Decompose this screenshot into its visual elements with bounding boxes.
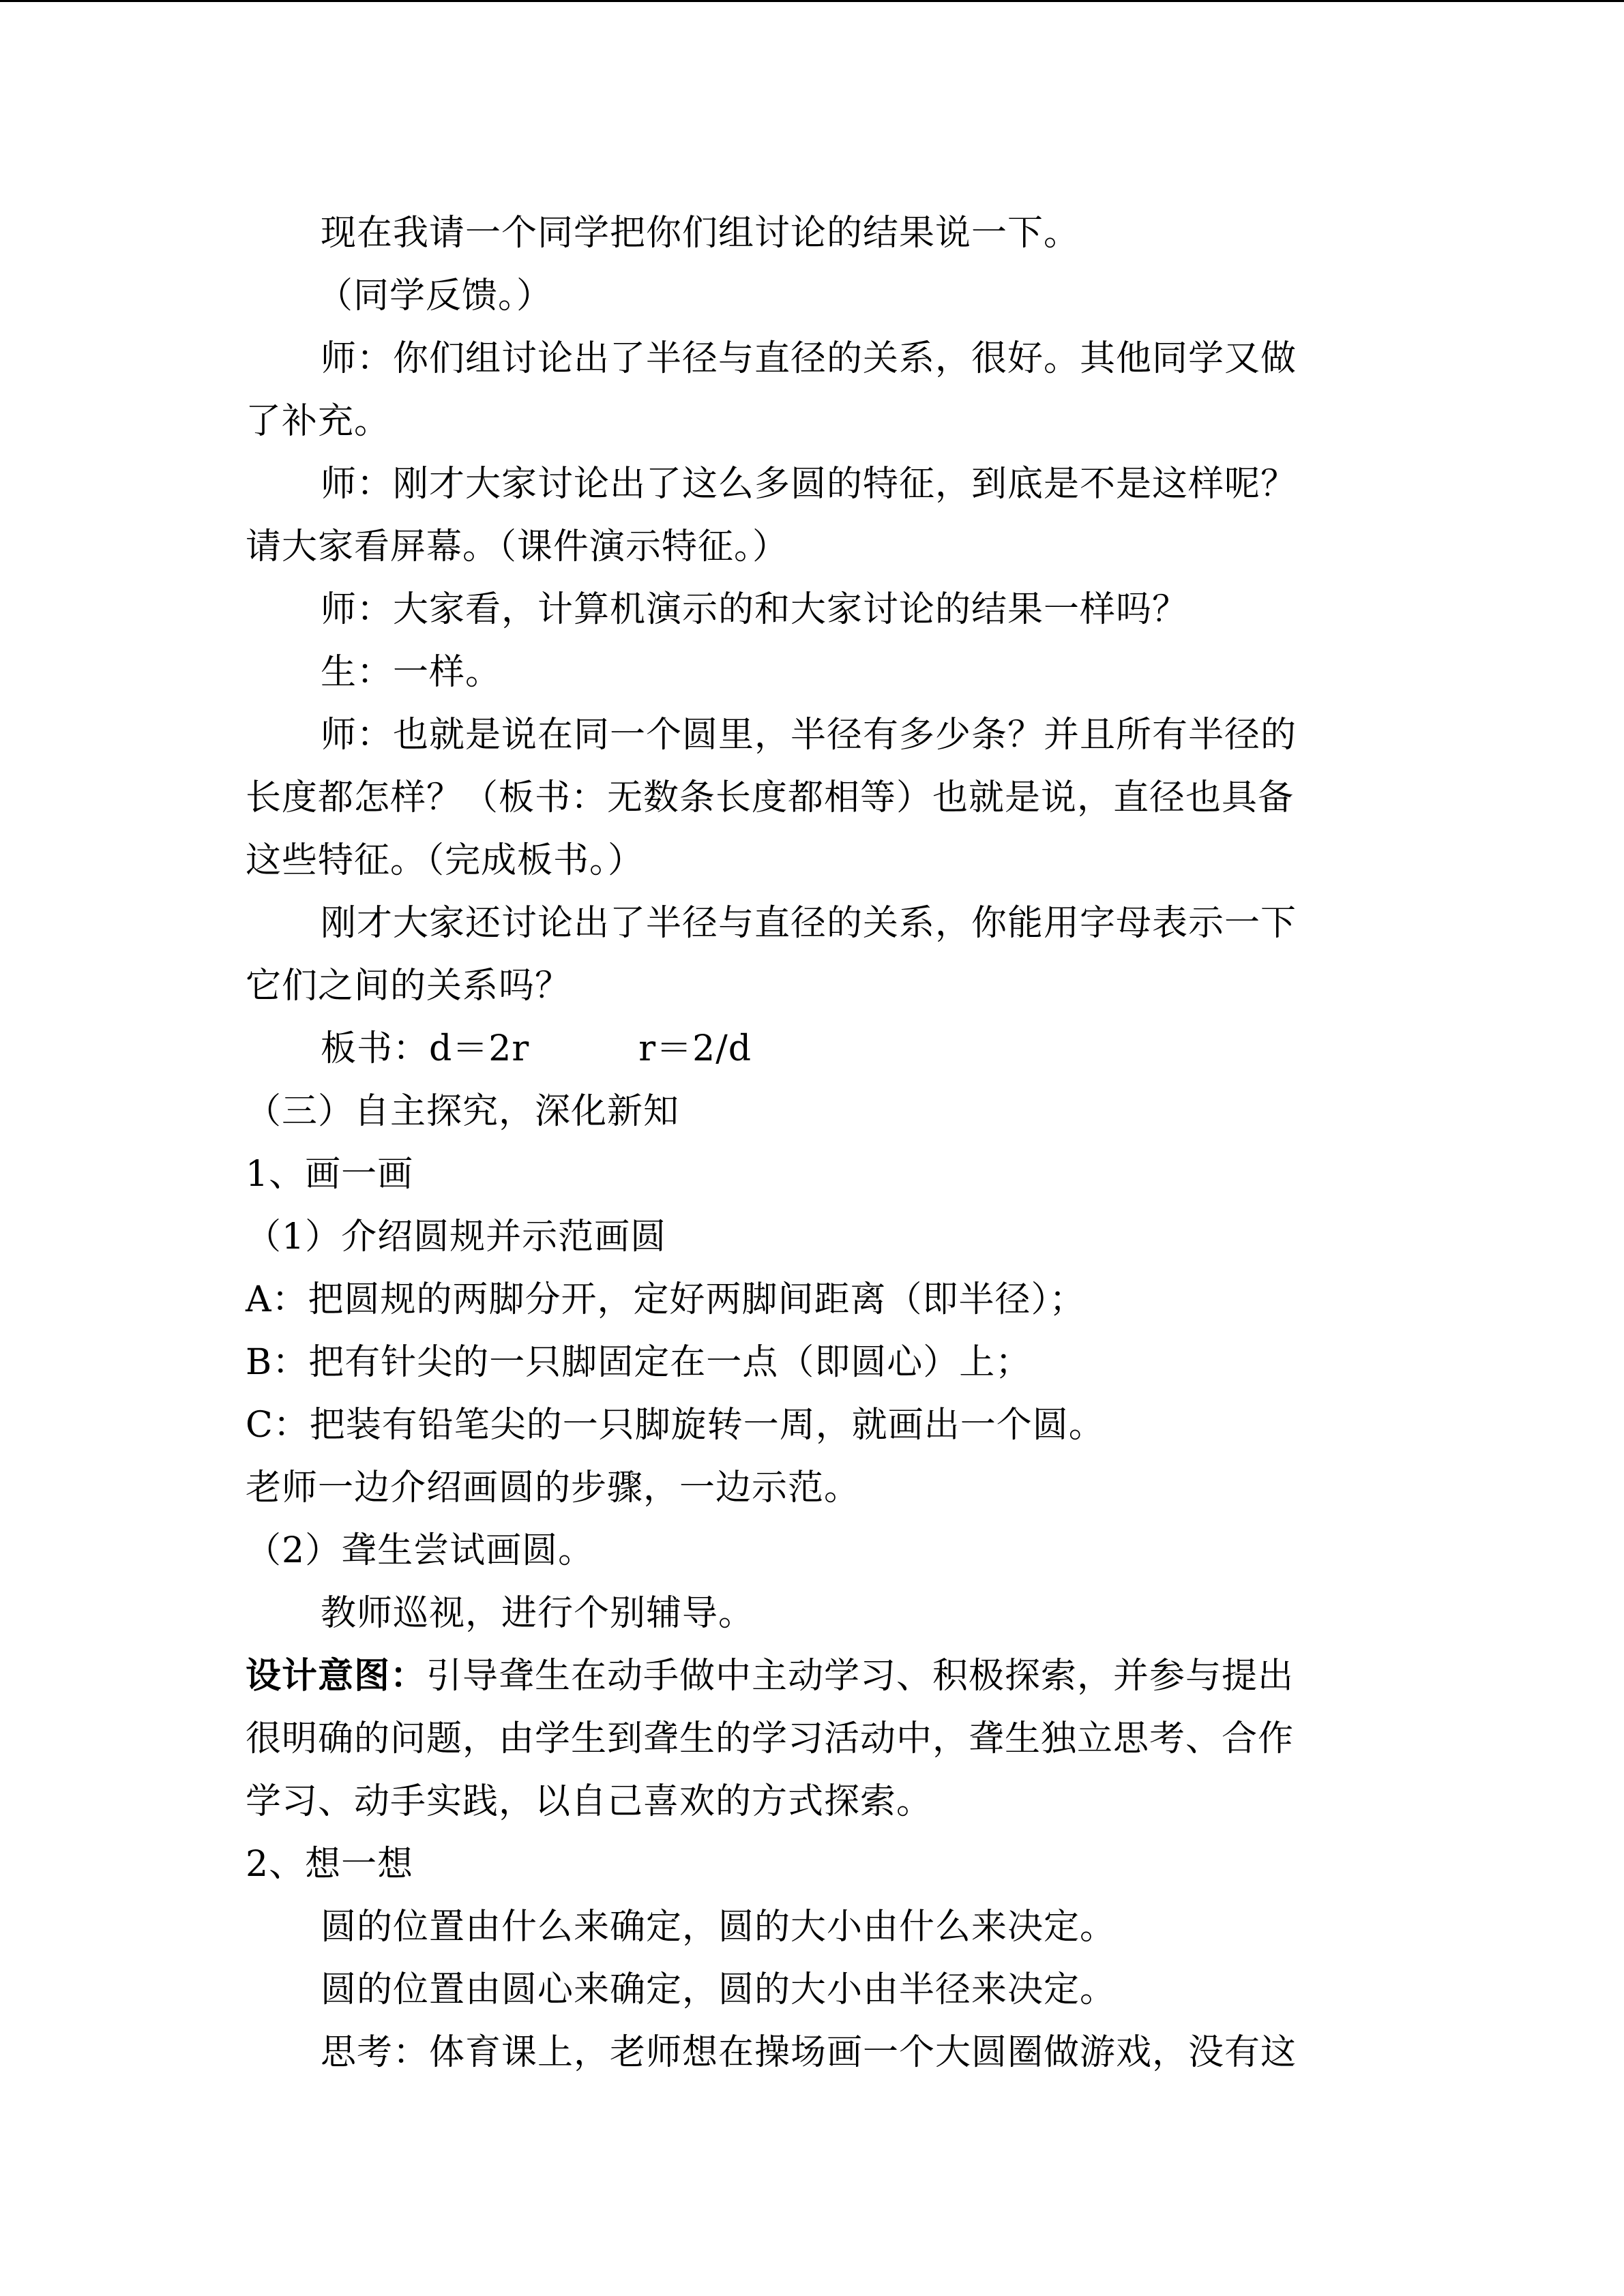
paragraph-line: 师：大家看，计算机演示的和大家讨论的结果一样吗？ bbox=[321, 589, 1189, 630]
paragraph-line: 圆的位置由圆心来确定，圆的大小由半径来决定。 bbox=[321, 1969, 1117, 2010]
design-intent-line bbox=[246, 1645, 1364, 1708]
paragraph-line: 这些特征。（完成板书。） bbox=[246, 840, 645, 881]
paragraph-line: 生：一样。 bbox=[321, 652, 502, 693]
paragraph-line: 现在我请一个同学把你们组讨论的结果说一下。 bbox=[321, 213, 1080, 254]
step-item: C：把装有铅笔尖的一只脚旋转一周，就画出一个圆。 bbox=[246, 1405, 1105, 1446]
page-top-border bbox=[0, 0, 1624, 2]
paragraph-line: 师：你们组讨论出了半径与直径的关系，很好。其他同学又做 bbox=[321, 338, 1297, 379]
paragraph-line: 了补充。 bbox=[246, 401, 391, 442]
paragraph-line: 师：刚才大家讨论出了这么多圆的特征，到底是不是这样呢？ bbox=[321, 464, 1297, 505]
paragraph-line: 它们之间的关系吗？ bbox=[246, 966, 572, 1007]
paragraph-line: 老师一边介绍画圆的步骤，一边示范。 bbox=[246, 1467, 861, 1508]
document-body bbox=[246, 202, 1364, 2084]
formula-radius: r＝2/d bbox=[638, 1028, 752, 1069]
design-intent-label: 设计意图： bbox=[246, 1655, 427, 1697]
board-label: 板书： bbox=[321, 1028, 430, 1069]
paragraph-line: 很明确的问题，由学生到聋生的学习活动中，聋生独立思考、合作 bbox=[246, 1718, 1295, 1759]
paragraph-line: 圆的位置由什么来确定，圆的大小由什么来决定。 bbox=[321, 1907, 1117, 1948]
step-item: B：把有针尖的一只脚固定在一点（即圆心）上； bbox=[246, 1342, 1032, 1383]
paragraph-line: 教师巡视，进行个别辅导。 bbox=[321, 1593, 755, 1634]
paragraph-line: （同学反馈。） bbox=[317, 275, 553, 316]
step-heading: （1）介绍圆规并示范画圆 bbox=[246, 1217, 667, 1257]
subsection-heading: 1、画一画 bbox=[246, 1154, 414, 1195]
paragraph-line: 请大家看屏幕。（课件演示特征。） bbox=[246, 526, 789, 567]
formula-diameter: d＝2r bbox=[429, 1028, 530, 1069]
step-item: A：把圆规的两脚分开，定好两脚间距离（即半径）； bbox=[246, 1279, 1086, 1320]
paragraph-line: 长度都怎样？（板书：无数条长度都相等）也就是说，直径也具备 bbox=[246, 777, 1295, 818]
design-intent-text: 引导聋生在动手做中主动学习、积极探索，并参与提出 bbox=[426, 1656, 1295, 1697]
paragraph-line: 刚才大家还讨论出了半径与直径的关系，你能用字母表示一下 bbox=[321, 903, 1297, 944]
section-heading: （三）自主探究，深化新知 bbox=[246, 1091, 680, 1132]
paragraph-line: 师：也就是说在同一个圆里，半径有多少条？并且所有半径的 bbox=[321, 715, 1297, 756]
board-writing-line bbox=[246, 1017, 1364, 1080]
paragraph-line: 思考：体育课上，老师想在操场画一个大圆圈做游戏，没有这 bbox=[321, 2032, 1297, 2073]
step-heading: （2）聋生尝试画圆。 bbox=[246, 1530, 595, 1571]
paragraph-line: 学习、动手实践，以自己喜欢的方式探索。 bbox=[246, 1781, 933, 1822]
subsection-heading: 2、想一想 bbox=[246, 1844, 414, 1885]
